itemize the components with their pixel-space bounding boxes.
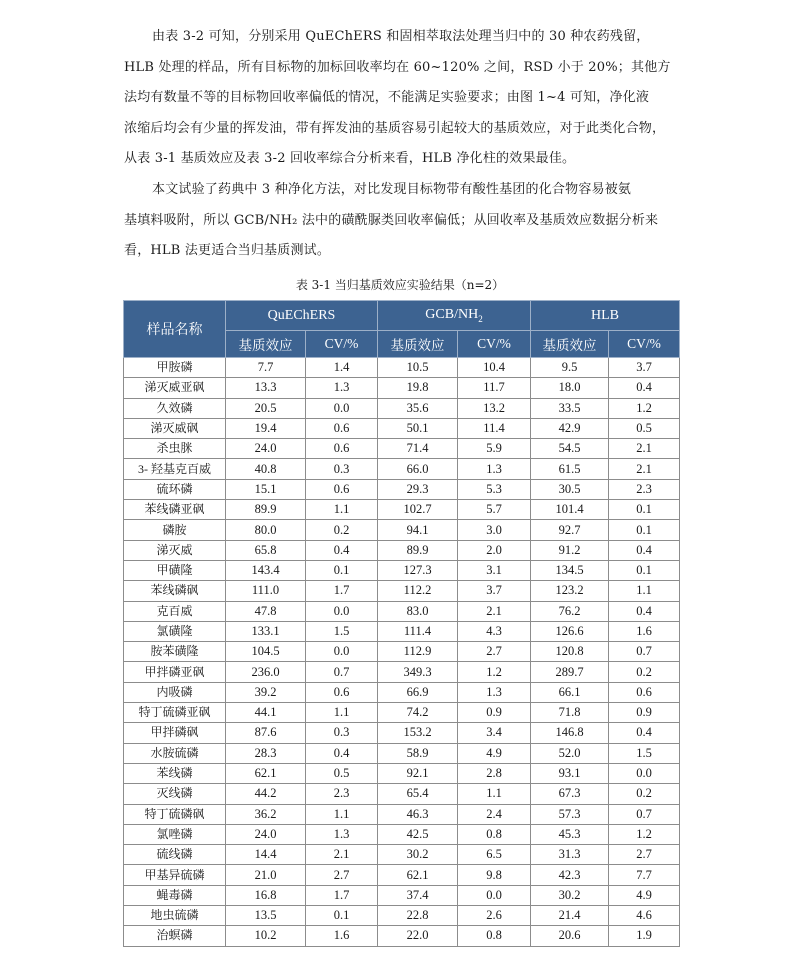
sample-name-cell: 苯线磷 bbox=[124, 763, 226, 783]
sample-name-cell: 灭线磷 bbox=[124, 784, 226, 804]
hlb-matrix-effect-cell: 33.5 bbox=[531, 398, 609, 418]
hlb-matrix-effect-cell: 61.5 bbox=[531, 459, 609, 479]
sample-name-cell: 地虫硫磷 bbox=[124, 906, 226, 926]
sample-name-cell: 内吸磷 bbox=[124, 682, 226, 702]
column-header-matrix-effect: 基质效应 bbox=[378, 331, 458, 358]
hlb-cv-cell: 0.5 bbox=[609, 418, 680, 438]
table-row bbox=[124, 560, 680, 580]
hlb-cv-cell: 0.2 bbox=[609, 784, 680, 804]
hlb-cv-cell: 0.1 bbox=[609, 520, 680, 540]
quechers-matrix-effect-cell: 20.5 bbox=[226, 398, 306, 418]
sample-name-cell: 甲拌磷亚砜 bbox=[124, 662, 226, 682]
gcb-cv-cell: 4.9 bbox=[458, 743, 531, 763]
sample-name-cell: 涕灭威砜 bbox=[124, 418, 226, 438]
gcb-matrix-effect-cell: 71.4 bbox=[378, 439, 458, 459]
hlb-cv-cell: 0.6 bbox=[609, 682, 680, 702]
gcb-matrix-effect-cell: 19.8 bbox=[378, 378, 458, 398]
table-row bbox=[124, 439, 680, 459]
quechers-matrix-effect-cell: 40.8 bbox=[226, 459, 306, 479]
quechers-cv-cell: 0.3 bbox=[306, 459, 378, 479]
table-row bbox=[124, 845, 680, 865]
quechers-matrix-effect-cell: 13.5 bbox=[226, 906, 306, 926]
gcb-matrix-effect-cell: 74.2 bbox=[378, 703, 458, 723]
gcb-matrix-effect-cell: 112.2 bbox=[378, 581, 458, 601]
table-row bbox=[124, 723, 680, 743]
gcb-matrix-effect-cell: 94.1 bbox=[378, 520, 458, 540]
gcb-matrix-effect-cell: 62.1 bbox=[378, 865, 458, 885]
matrix-effect-table bbox=[123, 300, 680, 947]
hlb-matrix-effect-cell: 101.4 bbox=[531, 500, 609, 520]
sample-name-cell: 蝇毒磷 bbox=[124, 885, 226, 905]
gcb-cv-cell: 3.4 bbox=[458, 723, 531, 743]
gcb-matrix-effect-cell: 111.4 bbox=[378, 621, 458, 641]
gcb-cv-cell: 5.9 bbox=[458, 439, 531, 459]
gcb-cv-cell: 5.7 bbox=[458, 500, 531, 520]
quechers-matrix-effect-cell: 28.3 bbox=[226, 743, 306, 763]
gcb-matrix-effect-cell: 66.9 bbox=[378, 682, 458, 702]
quechers-cv-cell: 1.1 bbox=[306, 500, 378, 520]
table-row bbox=[124, 662, 680, 682]
quechers-cv-cell: 1.1 bbox=[306, 703, 378, 723]
paragraph-2 bbox=[124, 175, 684, 267]
sample-name-cell: 苯线磷亚砜 bbox=[124, 500, 226, 520]
column-header-sample-name: 样品名称 bbox=[124, 301, 226, 358]
quechers-matrix-effect-cell: 24.0 bbox=[226, 824, 306, 844]
gcb-cv-cell: 1.3 bbox=[458, 459, 531, 479]
hlb-matrix-effect-cell: 52.0 bbox=[531, 743, 609, 763]
hlb-matrix-effect-cell: 21.4 bbox=[531, 906, 609, 926]
sample-name-cell: 特丁硫磷亚砜 bbox=[124, 703, 226, 723]
gcb-matrix-effect-cell: 42.5 bbox=[378, 824, 458, 844]
gcb-cv-cell: 5.3 bbox=[458, 479, 531, 499]
quechers-cv-cell: 0.6 bbox=[306, 418, 378, 438]
quechers-cv-cell: 0.4 bbox=[306, 540, 378, 560]
table-row bbox=[124, 682, 680, 702]
sample-name-cell: 特丁硫磷砜 bbox=[124, 804, 226, 824]
gcb-matrix-effect-cell: 46.3 bbox=[378, 804, 458, 824]
hlb-matrix-effect-cell: 120.8 bbox=[531, 642, 609, 662]
quechers-cv-cell: 0.3 bbox=[306, 723, 378, 743]
sample-name-cell: 涕灭威亚砜 bbox=[124, 378, 226, 398]
gcb-matrix-effect-cell: 83.0 bbox=[378, 601, 458, 621]
quechers-matrix-effect-cell: 24.0 bbox=[226, 439, 306, 459]
hlb-matrix-effect-cell: 57.3 bbox=[531, 804, 609, 824]
column-header-cv: CV/% bbox=[609, 331, 680, 358]
sample-name-cell: 涕灭威 bbox=[124, 540, 226, 560]
hlb-matrix-effect-cell: 30.2 bbox=[531, 885, 609, 905]
hlb-matrix-effect-cell: 18.0 bbox=[531, 378, 609, 398]
gcb-matrix-effect-cell: 22.0 bbox=[378, 926, 458, 946]
column-header-cv: CV/% bbox=[306, 331, 378, 358]
hlb-cv-cell: 2.1 bbox=[609, 439, 680, 459]
hlb-matrix-effect-cell: 92.7 bbox=[531, 520, 609, 540]
paragraph-line: 从表 3-1 基质效应及表 3-2 回收率综合分析来看，HLB 净化柱的效果最佳。 bbox=[124, 151, 576, 166]
column-group-gcb-nh2 bbox=[378, 301, 531, 331]
gcb-matrix-effect-cell: 37.4 bbox=[378, 885, 458, 905]
column-header-cv: CV/% bbox=[458, 331, 531, 358]
hlb-cv-cell: 2.1 bbox=[609, 459, 680, 479]
gcb-cv-cell: 0.8 bbox=[458, 824, 531, 844]
table-row bbox=[124, 540, 680, 560]
sample-name-cell: 胺苯磺隆 bbox=[124, 642, 226, 662]
table-row bbox=[124, 763, 680, 783]
quechers-matrix-effect-cell: 133.1 bbox=[226, 621, 306, 641]
table-row bbox=[124, 500, 680, 520]
sample-name-cell: 甲磺隆 bbox=[124, 560, 226, 580]
table-row bbox=[124, 398, 680, 418]
gcb-cv-cell: 11.7 bbox=[458, 378, 531, 398]
paragraph-line: 看，HLB 法更适合当归基质测试。 bbox=[124, 243, 331, 258]
sample-name-cell: 甲拌磷砜 bbox=[124, 723, 226, 743]
gcb-cv-cell: 3.0 bbox=[458, 520, 531, 540]
table-row bbox=[124, 743, 680, 763]
sample-name-cell: 甲基异硫磷 bbox=[124, 865, 226, 885]
quechers-matrix-effect-cell: 21.0 bbox=[226, 865, 306, 885]
quechers-cv-cell: 2.1 bbox=[306, 845, 378, 865]
quechers-matrix-effect-cell: 44.1 bbox=[226, 703, 306, 723]
hlb-matrix-effect-cell: 93.1 bbox=[531, 763, 609, 783]
gcb-cv-cell: 0.8 bbox=[458, 926, 531, 946]
table-row bbox=[124, 581, 680, 601]
quechers-cv-cell: 2.3 bbox=[306, 784, 378, 804]
quechers-cv-cell: 1.1 bbox=[306, 804, 378, 824]
gcb-cv-cell: 2.7 bbox=[458, 642, 531, 662]
quechers-matrix-effect-cell: 19.4 bbox=[226, 418, 306, 438]
hlb-matrix-effect-cell: 126.6 bbox=[531, 621, 609, 641]
gcb-cv-cell: 1.1 bbox=[458, 784, 531, 804]
quechers-matrix-effect-cell: 10.2 bbox=[226, 926, 306, 946]
quechers-cv-cell: 1.7 bbox=[306, 581, 378, 601]
column-header-matrix-effect: 基质效应 bbox=[226, 331, 306, 358]
hlb-cv-cell: 7.7 bbox=[609, 865, 680, 885]
gcb-cv-cell: 0.9 bbox=[458, 703, 531, 723]
quechers-matrix-effect-cell: 47.8 bbox=[226, 601, 306, 621]
hlb-cv-cell: 0.7 bbox=[609, 642, 680, 662]
quechers-cv-cell: 0.1 bbox=[306, 906, 378, 926]
gcb-matrix-effect-cell: 30.2 bbox=[378, 845, 458, 865]
table-row bbox=[124, 824, 680, 844]
sample-name-cell: 治螟磷 bbox=[124, 926, 226, 946]
gcb-cv-cell: 2.6 bbox=[458, 906, 531, 926]
hlb-cv-cell: 0.4 bbox=[609, 601, 680, 621]
gcb-cv-cell: 4.3 bbox=[458, 621, 531, 641]
quechers-matrix-effect-cell: 236.0 bbox=[226, 662, 306, 682]
gcb-cv-cell: 1.2 bbox=[458, 662, 531, 682]
hlb-matrix-effect-cell: 67.3 bbox=[531, 784, 609, 804]
quechers-matrix-effect-cell: 89.9 bbox=[226, 500, 306, 520]
hlb-matrix-effect-cell: 42.9 bbox=[531, 418, 609, 438]
table-row bbox=[124, 784, 680, 804]
quechers-cv-cell: 0.2 bbox=[306, 520, 378, 540]
table-row bbox=[124, 642, 680, 662]
hlb-matrix-effect-cell: 42.3 bbox=[531, 865, 609, 885]
sample-name-cell: 3- 羟基克百威 bbox=[124, 459, 226, 479]
table-row bbox=[124, 358, 680, 378]
sample-name-cell: 磷胺 bbox=[124, 520, 226, 540]
gcb-cv-cell: 3.7 bbox=[458, 581, 531, 601]
quechers-matrix-effect-cell: 44.2 bbox=[226, 784, 306, 804]
sample-name-cell: 杀虫脒 bbox=[124, 439, 226, 459]
hlb-cv-cell: 0.4 bbox=[609, 378, 680, 398]
column-header-matrix-effect: 基质效应 bbox=[531, 331, 609, 358]
group-label: GCB/NH bbox=[425, 307, 479, 323]
gcb-cv-cell: 13.2 bbox=[458, 398, 531, 418]
gcb-cv-cell: 9.8 bbox=[458, 865, 531, 885]
quechers-matrix-effect-cell: 111.0 bbox=[226, 581, 306, 601]
quechers-matrix-effect-cell: 7.7 bbox=[226, 358, 306, 378]
quechers-matrix-effect-cell: 143.4 bbox=[226, 560, 306, 580]
group-label: QuEChERS bbox=[267, 307, 336, 323]
gcb-matrix-effect-cell: 10.5 bbox=[378, 358, 458, 378]
quechers-matrix-effect-cell: 62.1 bbox=[226, 763, 306, 783]
hlb-cv-cell: 0.4 bbox=[609, 723, 680, 743]
gcb-cv-cell: 1.3 bbox=[458, 682, 531, 702]
table-row bbox=[124, 703, 680, 723]
quechers-cv-cell: 0.0 bbox=[306, 398, 378, 418]
table-body bbox=[124, 358, 680, 947]
hlb-cv-cell: 0.4 bbox=[609, 540, 680, 560]
paragraph-line: 基填料吸附，所以 GCB/NH₂ 法中的磺酰脲类回收率偏低；从回收率及基质效应数据分析来 bbox=[124, 212, 659, 228]
gcb-matrix-effect-cell: 58.9 bbox=[378, 743, 458, 763]
gcb-cv-cell: 3.1 bbox=[458, 560, 531, 580]
hlb-matrix-effect-cell: 134.5 bbox=[531, 560, 609, 580]
quechers-cv-cell: 0.7 bbox=[306, 662, 378, 682]
hlb-cv-cell: 3.7 bbox=[609, 358, 680, 378]
table-row bbox=[124, 906, 680, 926]
gcb-cv-cell: 2.8 bbox=[458, 763, 531, 783]
quechers-cv-cell: 0.4 bbox=[306, 743, 378, 763]
group-label-subscript: 2 bbox=[478, 313, 483, 324]
hlb-cv-cell: 0.1 bbox=[609, 560, 680, 580]
gcb-matrix-effect-cell: 349.3 bbox=[378, 662, 458, 682]
hlb-matrix-effect-cell: 9.5 bbox=[531, 358, 609, 378]
table-row bbox=[124, 520, 680, 540]
paragraph-line: 浓缩后均会有少量的挥发油，带有挥发油的基质容易引起较大的基质效应，对于此类化合物， bbox=[124, 120, 666, 136]
gcb-matrix-effect-cell: 102.7 bbox=[378, 500, 458, 520]
quechers-cv-cell: 1.7 bbox=[306, 885, 378, 905]
hlb-matrix-effect-cell: 45.3 bbox=[531, 824, 609, 844]
hlb-cv-cell: 2.3 bbox=[609, 479, 680, 499]
hlb-matrix-effect-cell: 76.2 bbox=[531, 601, 609, 621]
hlb-cv-cell: 1.9 bbox=[609, 926, 680, 946]
sample-name-cell: 氯唑磷 bbox=[124, 824, 226, 844]
gcb-matrix-effect-cell: 92.1 bbox=[378, 763, 458, 783]
hlb-cv-cell: 4.9 bbox=[609, 885, 680, 905]
hlb-matrix-effect-cell: 289.7 bbox=[531, 662, 609, 682]
gcb-cv-cell: 10.4 bbox=[458, 358, 531, 378]
quechers-matrix-effect-cell: 104.5 bbox=[226, 642, 306, 662]
gcb-matrix-effect-cell: 127.3 bbox=[378, 560, 458, 580]
quechers-matrix-effect-cell: 13.3 bbox=[226, 378, 306, 398]
paragraph-line: 本文试验了药典中 3 种净化方法，对比发现目标物带有酸性基团的化合物容易被氨 bbox=[152, 182, 632, 197]
gcb-matrix-effect-cell: 22.8 bbox=[378, 906, 458, 926]
quechers-matrix-effect-cell: 65.8 bbox=[226, 540, 306, 560]
quechers-cv-cell: 0.1 bbox=[306, 560, 378, 580]
group-label: HLB bbox=[591, 307, 619, 323]
hlb-cv-cell: 0.0 bbox=[609, 763, 680, 783]
sample-name-cell: 甲胺磷 bbox=[124, 358, 226, 378]
gcb-matrix-effect-cell: 66.0 bbox=[378, 459, 458, 479]
quechers-cv-cell: 1.5 bbox=[306, 621, 378, 641]
quechers-cv-cell: 0.6 bbox=[306, 479, 378, 499]
quechers-matrix-effect-cell: 36.2 bbox=[226, 804, 306, 824]
quechers-matrix-effect-cell: 80.0 bbox=[226, 520, 306, 540]
table-row bbox=[124, 601, 680, 621]
quechers-matrix-effect-cell: 87.6 bbox=[226, 723, 306, 743]
quechers-matrix-effect-cell: 39.2 bbox=[226, 682, 306, 702]
hlb-matrix-effect-cell: 30.5 bbox=[531, 479, 609, 499]
quechers-cv-cell: 0.6 bbox=[306, 682, 378, 702]
sample-name-cell: 硫环磷 bbox=[124, 479, 226, 499]
hlb-cv-cell: 0.2 bbox=[609, 662, 680, 682]
table-row bbox=[124, 479, 680, 499]
hlb-matrix-effect-cell: 66.1 bbox=[531, 682, 609, 702]
hlb-cv-cell: 1.2 bbox=[609, 398, 680, 418]
hlb-cv-cell: 4.6 bbox=[609, 906, 680, 926]
table-row bbox=[124, 378, 680, 398]
quechers-cv-cell: 1.3 bbox=[306, 824, 378, 844]
quechers-matrix-effect-cell: 15.1 bbox=[226, 479, 306, 499]
gcb-matrix-effect-cell: 35.6 bbox=[378, 398, 458, 418]
hlb-matrix-effect-cell: 91.2 bbox=[531, 540, 609, 560]
table-row bbox=[124, 885, 680, 905]
gcb-matrix-effect-cell: 65.4 bbox=[378, 784, 458, 804]
quechers-cv-cell: 0.6 bbox=[306, 439, 378, 459]
hlb-cv-cell: 1.1 bbox=[609, 581, 680, 601]
column-group-quechers bbox=[226, 301, 378, 331]
gcb-matrix-effect-cell: 112.9 bbox=[378, 642, 458, 662]
hlb-matrix-effect-cell: 123.2 bbox=[531, 581, 609, 601]
hlb-cv-cell: 1.5 bbox=[609, 743, 680, 763]
hlb-cv-cell: 0.7 bbox=[609, 804, 680, 824]
paragraph-line: HLB 处理的样品，所有目标物的加标回收率均在 60~120% 之间，RSD 小于 20%；其他方 bbox=[124, 59, 671, 75]
gcb-matrix-effect-cell: 29.3 bbox=[378, 479, 458, 499]
quechers-cv-cell: 2.7 bbox=[306, 865, 378, 885]
quechers-matrix-effect-cell: 16.8 bbox=[226, 885, 306, 905]
paragraph-line: 法均有数量不等的目标物回收率偏低的情况，不能满足实验要求；由图 1~4 可知，净化液 bbox=[124, 90, 650, 105]
quechers-matrix-effect-cell: 14.4 bbox=[226, 845, 306, 865]
hlb-cv-cell: 0.1 bbox=[609, 500, 680, 520]
gcb-cv-cell: 0.0 bbox=[458, 885, 531, 905]
table-row bbox=[124, 418, 680, 438]
sample-name-cell: 克百威 bbox=[124, 601, 226, 621]
gcb-cv-cell: 2.0 bbox=[458, 540, 531, 560]
quechers-cv-cell: 1.4 bbox=[306, 358, 378, 378]
quechers-cv-cell: 0.5 bbox=[306, 763, 378, 783]
gcb-matrix-effect-cell: 50.1 bbox=[378, 418, 458, 438]
gcb-cv-cell: 6.5 bbox=[458, 845, 531, 865]
quechers-cv-cell: 1.6 bbox=[306, 926, 378, 946]
table-header-row bbox=[124, 301, 680, 331]
hlb-cv-cell: 1.6 bbox=[609, 621, 680, 641]
hlb-matrix-effect-cell: 71.8 bbox=[531, 703, 609, 723]
table-row bbox=[124, 865, 680, 885]
sample-name-cell: 水胺硫磷 bbox=[124, 743, 226, 763]
hlb-matrix-effect-cell: 54.5 bbox=[531, 439, 609, 459]
paragraph-1 bbox=[124, 22, 684, 175]
gcb-matrix-effect-cell: 89.9 bbox=[378, 540, 458, 560]
table-row bbox=[124, 459, 680, 479]
hlb-matrix-effect-cell: 31.3 bbox=[531, 845, 609, 865]
hlb-cv-cell: 1.2 bbox=[609, 824, 680, 844]
sample-name-cell: 硫线磷 bbox=[124, 845, 226, 865]
sample-name-cell: 久效磷 bbox=[124, 398, 226, 418]
table-row bbox=[124, 926, 680, 946]
quechers-cv-cell: 0.0 bbox=[306, 601, 378, 621]
table-row bbox=[124, 621, 680, 641]
hlb-cv-cell: 0.9 bbox=[609, 703, 680, 723]
gcb-cv-cell: 2.4 bbox=[458, 804, 531, 824]
hlb-matrix-effect-cell: 146.8 bbox=[531, 723, 609, 743]
quechers-cv-cell: 1.3 bbox=[306, 378, 378, 398]
hlb-matrix-effect-cell: 20.6 bbox=[531, 926, 609, 946]
quechers-cv-cell: 0.0 bbox=[306, 642, 378, 662]
table-row bbox=[124, 804, 680, 824]
hlb-cv-cell: 2.7 bbox=[609, 845, 680, 865]
table-caption: 表 3-1 当归基质效应实验结果（n=2） bbox=[295, 278, 505, 292]
gcb-cv-cell: 2.1 bbox=[458, 601, 531, 621]
gcb-matrix-effect-cell: 153.2 bbox=[378, 723, 458, 743]
sample-name-cell: 苯线磷砜 bbox=[124, 581, 226, 601]
column-group-hlb bbox=[531, 301, 680, 331]
paragraph-line: 由表 3-2 可知，分别采用 QuEChERS 和固相萃取法处理当归中的 30 种农药残留， bbox=[152, 29, 650, 44]
sample-name-cell: 氯磺隆 bbox=[124, 621, 226, 641]
gcb-cv-cell: 11.4 bbox=[458, 418, 531, 438]
